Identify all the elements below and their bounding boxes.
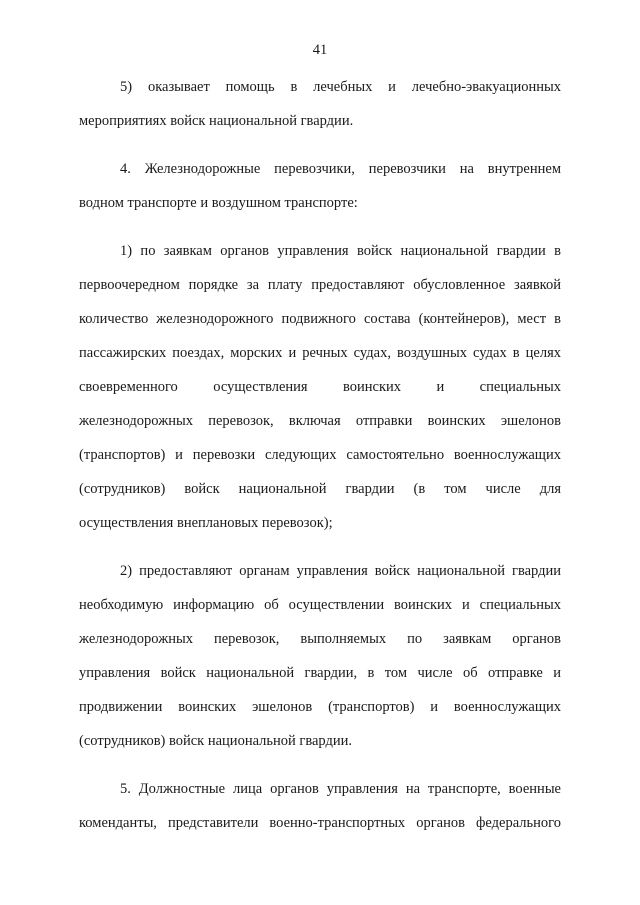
text-line: железнодорожных перевозок, включая отправки воинских эшелонов	[79, 413, 561, 429]
paragraph	[79, 772, 561, 840]
text-line: пассажирских поездах, морских и речных судах, воздушных судах в целях	[79, 345, 561, 361]
text-line: 5) оказывает помощь в лечебных и лечебно-эвакуационных	[120, 79, 561, 95]
text-line: управления войск национальной гвардии, в том числе об отправке и	[79, 665, 561, 681]
paragraph	[79, 152, 561, 220]
text-line: 1) по заявкам органов управления войск национальной гвардии в	[120, 243, 561, 259]
text-line: количество железнодорожного подвижного состава (контейнеров), мест в	[79, 311, 561, 327]
text-line: (сотрудников) войск национальной гвардии.	[79, 733, 353, 749]
text-line: необходимую информацию об осуществлении воинских и специальных	[79, 597, 561, 613]
text-line: коменданты, представители военно-транспортных органов федерального	[79, 815, 561, 831]
text-line: железнодорожных перевозок, выполняемых по заявкам органов	[79, 631, 561, 647]
text-line: (транспортов) и перевозки следующих самостоятельно военнослужащих	[79, 447, 561, 463]
text-line: 4. Железнодорожные перевозчики, перевозчики на внутреннем	[120, 161, 561, 177]
text-line: первоочередном порядке за плату предоставляют обусловленное заявкой	[79, 277, 561, 293]
document-body	[79, 70, 561, 854]
paragraph	[79, 70, 561, 138]
page-number: 41	[312, 42, 328, 58]
text-line: продвижении воинских эшелонов (транспортов) и военнослужащих	[79, 699, 561, 715]
paragraph	[79, 234, 561, 540]
text-line: осуществления внеплановых перевозок);	[79, 515, 333, 531]
text-line: (сотрудников) войск национальной гвардии (в том числе для	[79, 481, 561, 497]
text-line: 2) предоставляют органам управления войск национальной гвардии	[120, 563, 561, 579]
text-line: водном транспорте и воздушном транспорте:	[79, 195, 358, 211]
text-line: 5. Должностные лица органов управления на транспорте, военные	[120, 781, 561, 797]
paragraph	[79, 554, 561, 758]
text-line: мероприятиях войск национальной гвардии.	[79, 113, 354, 129]
text-line: своевременного осуществления воинских и специальных	[79, 379, 561, 395]
